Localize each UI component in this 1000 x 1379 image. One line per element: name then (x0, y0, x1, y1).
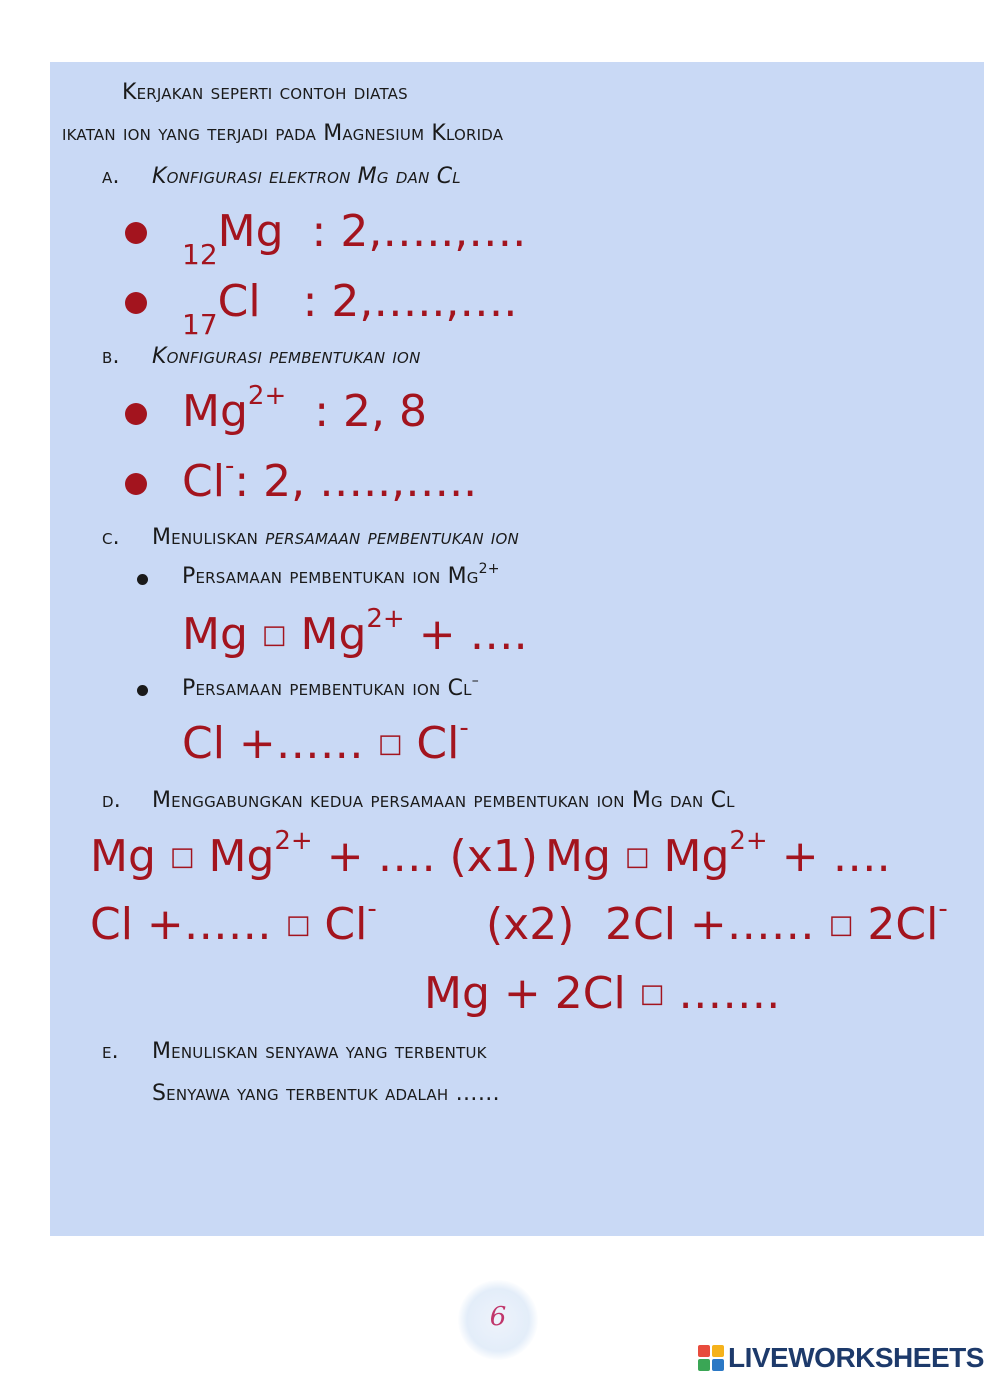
bullet-icon (125, 403, 147, 425)
section-c-title-plain: Menuliskan (152, 525, 259, 550)
d-row2-right-lhs: 2Cl +…… (605, 899, 815, 950)
mg-ion-charge: 2+ (247, 381, 287, 411)
mg-ion-config-value: : 2, 8 (314, 386, 427, 437)
subtitle-text: ikatan ion yang terjadi pada Magnesium Klorida (62, 121, 504, 146)
combined-cl-equation (90, 894, 377, 950)
d-row2-left-lhs: Cl +…… (90, 899, 272, 950)
section-e-answer: Senyawa yang terbentuk adalah …… (152, 1081, 500, 1106)
cl-config-value: : 2,…..,…. (302, 276, 518, 327)
bullet-icon (137, 685, 148, 696)
eq2-charge: - (459, 713, 469, 743)
cl-ion-symbol: Cl (182, 456, 225, 507)
total-equation (424, 968, 781, 1019)
d-row1-left-rhs: Mg (208, 831, 275, 882)
d-row1-right-rhs: Mg (663, 831, 730, 882)
scaled-cl-equation (605, 894, 948, 950)
combined-mg-equation (90, 826, 538, 882)
cl-ion-equation-label (182, 673, 479, 701)
eq1-lhs: Mg (182, 609, 248, 660)
d-row1-right-tail: + …. (781, 831, 891, 882)
bullet-icon (125, 473, 147, 495)
d-row2-left-charge: - (367, 894, 377, 924)
instruction-text: Kerjakan seperti contoh diatas (122, 80, 408, 105)
section-c-marker: c. (102, 525, 120, 550)
cl-ion-config-value: : 2, …..,….. (234, 456, 478, 507)
mg-ion-equation (182, 604, 528, 660)
section-c-title (152, 525, 519, 550)
cl-ion-configuration (182, 451, 478, 507)
section-d-marker: d. (102, 788, 121, 813)
arrow-icon: □ (624, 842, 650, 872)
d-row1-right-lhs: Mg (545, 831, 611, 882)
d-row1-right-charge: 2+ (729, 826, 768, 856)
d-total-lhs: Mg + 2Cl (424, 968, 626, 1019)
section-c-title-italic: persamaan pembentukan ion (265, 525, 519, 550)
section-d-title: Menggabungkan kedua persamaan pembentukan ion Mg dan Cl (152, 788, 735, 813)
cl-configuration (182, 276, 518, 341)
eq1-tail: + …. (418, 609, 528, 660)
eq2-lhs: Cl +…… (182, 718, 364, 769)
cl-ion-equation-label-text: Persamaan pembentukan ion Cl (182, 676, 472, 701)
d-total-rhs: ……. (678, 968, 781, 1019)
arrow-icon: □ (285, 910, 311, 940)
d-row2-left-rhs: Cl (324, 899, 368, 950)
d-row1-left-tail: + …. (x1) (326, 831, 538, 882)
mg-ion-symbol: Mg (182, 386, 248, 437)
page-number-badge (458, 1280, 538, 1360)
cl-multiplier: (x2) (486, 899, 575, 950)
cl-ion-equation (182, 713, 469, 769)
mg-ion-configuration (182, 381, 427, 437)
mg-ion-equation-label-text: Persamaan pembentukan ion Mg (182, 564, 479, 589)
arrow-icon: □ (377, 729, 403, 759)
d-row2-right-rhs: 2Cl (867, 899, 939, 950)
logo-icon (698, 1345, 724, 1371)
arrow-icon: □ (828, 910, 854, 940)
bullet-icon (125, 222, 147, 244)
d-row1-left-charge: 2+ (274, 826, 313, 856)
mg-configuration (182, 206, 527, 271)
mg-ion-equation-label-charge: 2+ (478, 561, 500, 577)
eq2-rhs: Cl (416, 718, 460, 769)
section-e-title: Menuliskan senyawa yang terbentuk (152, 1039, 487, 1064)
section-e-marker: e. (102, 1039, 119, 1064)
d-row1-left-lhs: Mg (90, 831, 156, 882)
mg-atomic-number: 12 (182, 238, 218, 271)
liveworksheets-logo (698, 1342, 984, 1374)
cl-atomic-number: 17 (182, 308, 218, 341)
d-row2-right-charge: - (938, 894, 948, 924)
section-b-marker: b. (102, 344, 120, 369)
eq1-charge: 2+ (366, 604, 405, 634)
bullet-icon (137, 574, 148, 585)
arrow-icon: □ (261, 620, 287, 650)
mg-config-value: : 2,…..,…. (311, 206, 527, 257)
arrow-icon: □ (169, 842, 195, 872)
section-a-title: Konfigurasi elektron Mg dan Cl (152, 164, 461, 189)
cl-symbol: Cl (217, 276, 261, 327)
section-b-title: Konfigurasi pembentukan ion (152, 344, 421, 369)
eq1-rhs: Mg (300, 609, 367, 660)
page-number: 6 (489, 1302, 507, 1332)
cl-ion-equation-label-charge: – (471, 673, 479, 689)
bullet-icon (125, 292, 147, 314)
mg-ion-equation-label (182, 561, 500, 589)
arrow-icon: □ (639, 979, 665, 1009)
cl-ion-charge: - (224, 451, 235, 481)
logo-text: LIVEWORKSHEETS (728, 1342, 984, 1373)
scaled-mg-equation (545, 826, 891, 882)
mg-symbol: Mg (217, 206, 284, 257)
section-a-marker: a. (102, 164, 120, 189)
